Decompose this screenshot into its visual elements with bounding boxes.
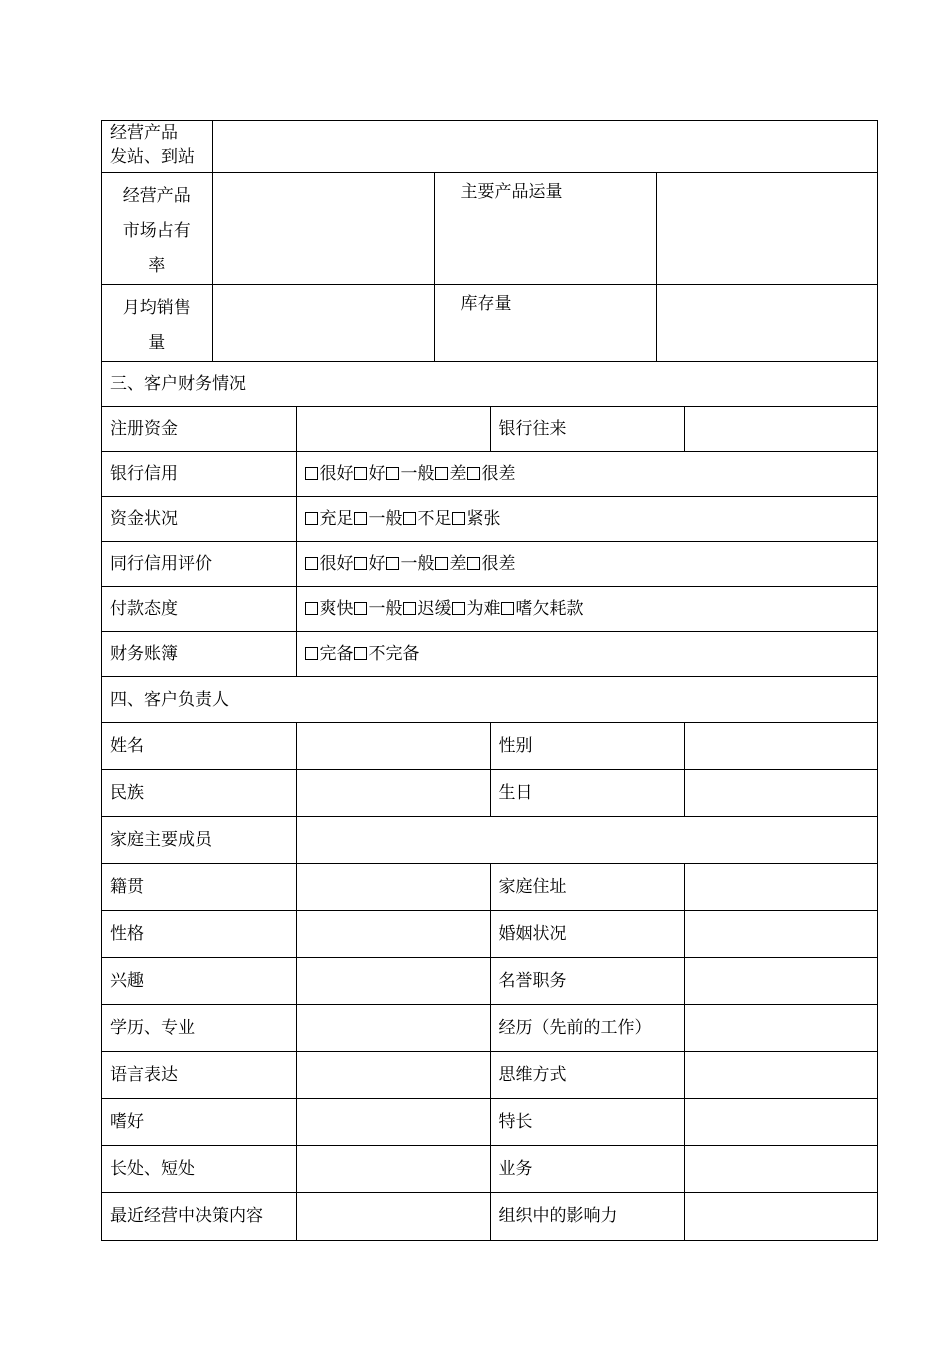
option-label: 迟缓 xyxy=(417,599,452,619)
option-label: 一般 xyxy=(400,464,435,484)
option-checkbox[interactable] xyxy=(354,554,386,574)
finance-section-title: 三、客户财务情况 xyxy=(102,362,877,407)
option-label: 嗜欠耗款 xyxy=(515,599,584,619)
registered-capital-label: 注册资金 xyxy=(102,407,296,452)
person-row-label: 思维方式 xyxy=(490,1052,684,1099)
person-row-label: 生日 xyxy=(490,770,684,817)
table-row xyxy=(102,172,877,284)
option-label: 紧张 xyxy=(466,509,501,529)
person-row-field[interactable] xyxy=(684,911,877,958)
option-checkbox[interactable] xyxy=(452,599,501,619)
option-checkbox[interactable] xyxy=(435,554,467,574)
account-books-options xyxy=(296,632,877,677)
checkbox-icon xyxy=(354,602,367,615)
table-row xyxy=(102,362,877,407)
market-share-label xyxy=(102,172,212,284)
option-checkbox[interactable] xyxy=(403,599,452,619)
option-label: 爽快 xyxy=(319,599,354,619)
option-label: 不完备 xyxy=(368,644,420,664)
option-label: 好 xyxy=(368,554,386,574)
checkbox-icon xyxy=(305,512,318,525)
person-row-field[interactable] xyxy=(684,958,877,1005)
checkbox-icon xyxy=(305,602,318,615)
monthly-sales-field[interactable] xyxy=(212,284,434,361)
person-row-field[interactable] xyxy=(684,864,877,911)
person-row-field[interactable] xyxy=(684,1052,877,1099)
person-row-label: 最近经营中决策内容 xyxy=(102,1193,296,1240)
account-books-label: 财务账簿 xyxy=(102,632,296,677)
table-row xyxy=(102,1099,877,1146)
option-checkbox[interactable] xyxy=(305,599,354,619)
person-row-field[interactable] xyxy=(684,723,877,770)
person-row-field[interactable] xyxy=(684,1146,877,1193)
option-checkbox[interactable] xyxy=(354,644,420,664)
table-row xyxy=(102,1193,877,1240)
option-checkbox[interactable] xyxy=(354,509,403,529)
option-checkbox[interactable] xyxy=(467,554,516,574)
option-label: 很差 xyxy=(481,554,516,574)
checkbox-icon xyxy=(305,557,318,570)
bank-credit-options xyxy=(296,452,877,497)
table-row xyxy=(102,542,877,587)
option-checkbox[interactable] xyxy=(354,464,386,484)
option-checkbox[interactable] xyxy=(354,599,403,619)
label-line: 月均销售 xyxy=(122,297,191,318)
option-label: 为难 xyxy=(466,599,501,619)
checkbox-icon xyxy=(354,512,367,525)
option-checkbox[interactable] xyxy=(305,644,354,664)
table-row xyxy=(102,632,877,677)
option-checkbox[interactable] xyxy=(386,464,435,484)
table-row xyxy=(102,452,877,497)
label-line: 发站、到站 xyxy=(110,147,195,167)
person-row-field[interactable] xyxy=(684,1193,877,1240)
option-label: 一般 xyxy=(400,554,435,574)
finance-person-table xyxy=(102,362,877,1240)
table-row xyxy=(102,723,877,770)
person-row-label: 名誉职务 xyxy=(490,958,684,1005)
label-line: 经营产品 xyxy=(122,185,191,206)
person-row-label: 性别 xyxy=(490,723,684,770)
option-checkbox[interactable] xyxy=(467,464,516,484)
person-row-field[interactable] xyxy=(296,911,490,958)
option-checkbox[interactable] xyxy=(501,599,584,619)
table-row xyxy=(102,817,877,864)
option-label: 很差 xyxy=(481,464,516,484)
option-label: 完备 xyxy=(319,644,354,664)
customer-form xyxy=(101,120,878,1241)
label-line: 经营产品 xyxy=(110,123,178,143)
person-row-label: 语言表达 xyxy=(102,1052,296,1099)
person-row-label: 性格 xyxy=(102,911,296,958)
person-section-title: 四、客户负责人 xyxy=(102,677,877,723)
family-members-field[interactable] xyxy=(296,817,877,864)
person-row-label: 业务 xyxy=(490,1146,684,1193)
bank-dealings-field[interactable] xyxy=(684,407,877,452)
inventory-field[interactable] xyxy=(656,284,877,361)
label-line: 率 xyxy=(148,255,166,276)
checkbox-icon xyxy=(467,467,480,480)
person-row-label: 嗜好 xyxy=(102,1099,296,1146)
checkbox-icon xyxy=(354,647,367,660)
table-row xyxy=(102,1052,877,1099)
person-row-label: 长处、短处 xyxy=(102,1146,296,1193)
table-row xyxy=(102,121,877,172)
table-row xyxy=(102,770,877,817)
option-checkbox[interactable] xyxy=(452,509,501,529)
person-row-label: 经历（先前的工作） xyxy=(490,1005,684,1052)
option-label: 不足 xyxy=(417,509,452,529)
person-row-label: 姓名 xyxy=(102,723,296,770)
peer-credit-options xyxy=(296,542,877,587)
label-line: 市场占有 xyxy=(122,220,191,241)
option-label: 差 xyxy=(449,464,467,484)
checkbox-icon xyxy=(386,557,399,570)
person-row-field[interactable] xyxy=(296,1005,490,1052)
checkbox-icon xyxy=(403,512,416,525)
person-row-label: 籍贯 xyxy=(102,864,296,911)
fund-status-label: 资金状况 xyxy=(102,497,296,542)
person-row-label: 特长 xyxy=(490,1099,684,1146)
table-row xyxy=(102,284,877,361)
option-label: 一般 xyxy=(368,509,403,529)
peer-credit-label: 同行信用评价 xyxy=(102,542,296,587)
label-line: 量 xyxy=(148,332,166,353)
payment-attitude-options xyxy=(296,587,877,632)
option-label: 好 xyxy=(368,464,386,484)
person-row-label: 学历、专业 xyxy=(102,1005,296,1052)
person-row-field[interactable] xyxy=(296,1193,490,1240)
table-row xyxy=(102,497,877,542)
bank-dealings-label: 银行往来 xyxy=(490,407,684,452)
person-row-field[interactable] xyxy=(296,958,490,1005)
option-label: 很好 xyxy=(319,554,354,574)
table-row xyxy=(102,1005,877,1052)
option-label: 充足 xyxy=(319,509,354,529)
bank-credit-label: 银行信用 xyxy=(102,452,296,497)
person-row-label: 兴趣 xyxy=(102,958,296,1005)
option-label: 差 xyxy=(449,554,467,574)
option-label: 很好 xyxy=(319,464,354,484)
person-row-field[interactable] xyxy=(684,1099,877,1146)
checkbox-icon xyxy=(305,467,318,480)
person-row-label: 婚姻状况 xyxy=(490,911,684,958)
table-row xyxy=(102,911,877,958)
person-row-field[interactable] xyxy=(296,1146,490,1193)
table-row xyxy=(102,677,877,723)
person-row-label: 家庭主要成员 xyxy=(102,817,296,864)
option-checkbox[interactable] xyxy=(386,554,435,574)
payment-attitude-label: 付款态度 xyxy=(102,587,296,632)
person-row-field[interactable] xyxy=(296,723,490,770)
inventory-label: 库存量 xyxy=(434,284,656,361)
person-row-label: 民族 xyxy=(102,770,296,817)
option-checkbox[interactable] xyxy=(305,464,354,484)
checkbox-icon xyxy=(435,467,448,480)
table-row xyxy=(102,587,877,632)
registered-capital-field[interactable] xyxy=(296,407,490,452)
option-checkbox[interactable] xyxy=(403,509,452,529)
checkbox-icon xyxy=(452,602,465,615)
checkbox-icon xyxy=(354,557,367,570)
checkbox-icon xyxy=(501,602,514,615)
person-row-field[interactable] xyxy=(684,770,877,817)
main-volume-label: 主要产品运量 xyxy=(434,172,656,284)
table-row xyxy=(102,407,877,452)
option-checkbox[interactable] xyxy=(305,509,354,529)
product-stations-field[interactable] xyxy=(212,121,877,172)
table-row xyxy=(102,1146,877,1193)
person-row-field[interactable] xyxy=(296,1099,490,1146)
checkbox-icon xyxy=(403,602,416,615)
person-row-label: 组织中的影响力 xyxy=(490,1193,684,1240)
checkbox-icon xyxy=(305,647,318,660)
product-stations-label xyxy=(102,121,212,172)
main-volume-field[interactable] xyxy=(656,172,877,284)
fund-status-options xyxy=(296,497,877,542)
checkbox-icon xyxy=(467,557,480,570)
market-share-field[interactable] xyxy=(212,172,434,284)
checkbox-icon xyxy=(354,467,367,480)
option-checkbox[interactable] xyxy=(305,554,354,574)
option-label: 一般 xyxy=(368,599,403,619)
person-row-label: 家庭住址 xyxy=(490,864,684,911)
table-row xyxy=(102,958,877,1005)
table-row xyxy=(102,864,877,911)
product-table xyxy=(102,121,877,362)
person-row-field[interactable] xyxy=(684,1005,877,1052)
person-row-field[interactable] xyxy=(296,864,490,911)
person-row-field[interactable] xyxy=(296,770,490,817)
person-row-field[interactable] xyxy=(296,1052,490,1099)
monthly-sales-label xyxy=(102,284,212,361)
checkbox-icon xyxy=(386,467,399,480)
option-checkbox[interactable] xyxy=(435,464,467,484)
checkbox-icon xyxy=(435,557,448,570)
checkbox-icon xyxy=(452,512,465,525)
